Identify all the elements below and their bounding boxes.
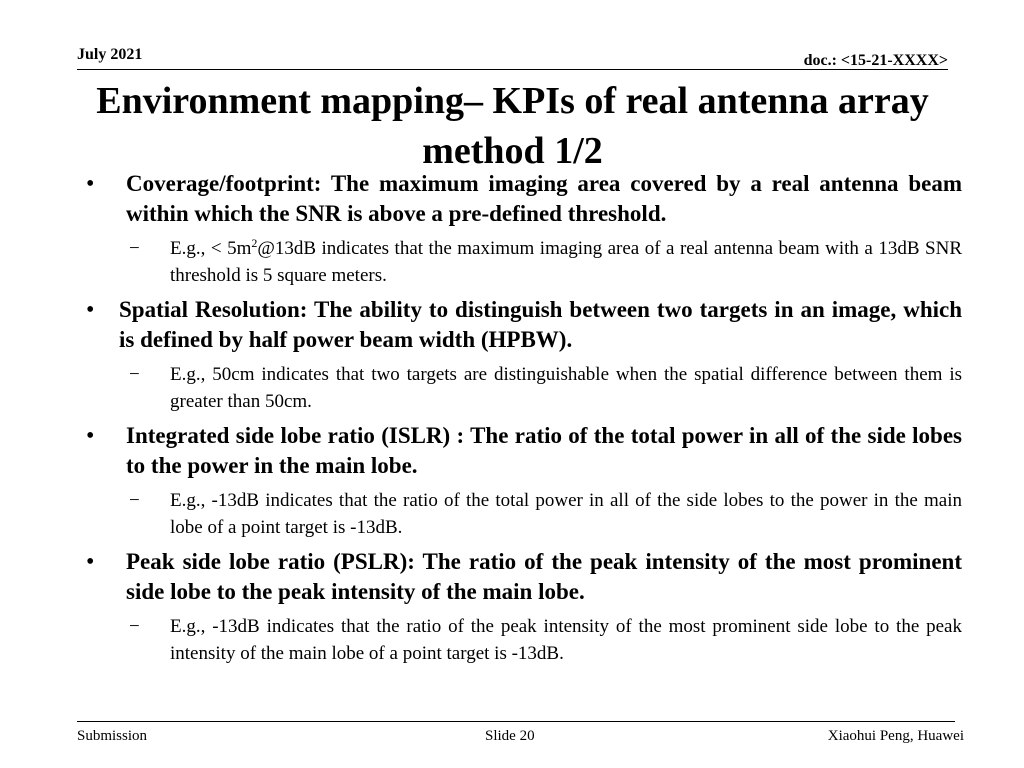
- bullet-text: Spatial Resolution: The ability to distinguish between two targets in an image, which is defined by half power beam width (HPBW).: [119, 297, 962, 352]
- sub-bullet-text: E.g., -13dB indicates that the ratio of the total power in all of the side lobes to the power in the main lobe of a point target is -13dB.: [170, 490, 962, 538]
- sub-bullet-spatial-resolution: [127, 361, 962, 415]
- slide-title: Environment mapping– KPIs of real antenna array method 1/2: [96, 80, 929, 172]
- superscript: 2: [251, 236, 258, 250]
- sub-bullet-text: E.g., -13dB indicates that the ratio of the peak intensity of the most prominent side lobe to the peak intensity of the main lobe of a point target is -13dB.: [170, 616, 962, 664]
- footer-submission: Submission: [77, 728, 148, 744]
- sub-bullet-text: [170, 235, 962, 289]
- sub-bullet-marker: −: [129, 364, 140, 385]
- sub-bullet-coverage: [127, 235, 962, 289]
- bullet-coverage: [86, 169, 962, 229]
- bullet-marker: •: [86, 171, 95, 197]
- footer-slide-number: Slide 20: [485, 728, 535, 744]
- bullet-marker: •: [86, 297, 95, 323]
- header-divider: [77, 69, 948, 70]
- sub-bullet-text: E.g., 50cm indicates that two targets are distinguishable when the spatial difference between them is greater than 50cm.: [170, 364, 962, 412]
- bullet-marker: •: [86, 549, 95, 575]
- slide-body: [86, 169, 962, 673]
- sub-bullet-islr: [127, 487, 962, 541]
- footer-divider: [77, 721, 955, 722]
- sub-bullet-marker: −: [129, 616, 140, 637]
- bullet-islr: [86, 421, 962, 481]
- sub-bullet-pslr: [127, 613, 962, 667]
- header-date: July 2021: [77, 46, 143, 63]
- bullet-text: Coverage/footprint: The maximum imaging area covered by a real antenna beam within which the SNR is above a pre-defined threshold.: [126, 171, 962, 226]
- sub-text-post: @13dB indicates that the maximum imaging area of a real antenna beam with a 13dB SNR threshold is 5 square meters.: [170, 238, 962, 286]
- footer-author: Xiaohui Peng, Huawei: [827, 728, 964, 744]
- sub-bullet-marker: −: [129, 490, 140, 511]
- header-doc-id: doc.: <15-21-XXXX>: [803, 52, 948, 69]
- bullet-marker: •: [86, 423, 95, 449]
- sub-text-pre: E.g., < 5m: [170, 238, 252, 259]
- sub-bullet-marker: −: [129, 238, 140, 259]
- bullet-text: Integrated side lobe ratio (ISLR) : The ratio of the total power in all of the side lobes to the power in the main lobe.: [126, 423, 962, 478]
- bullet-spatial-resolution: [86, 295, 962, 355]
- bullet-pslr: [86, 547, 962, 607]
- bullet-text: Peak side lobe ratio (PSLR): The ratio of the peak intensity of the most prominent side lobe to the peak intensity of the main lobe.: [126, 549, 962, 604]
